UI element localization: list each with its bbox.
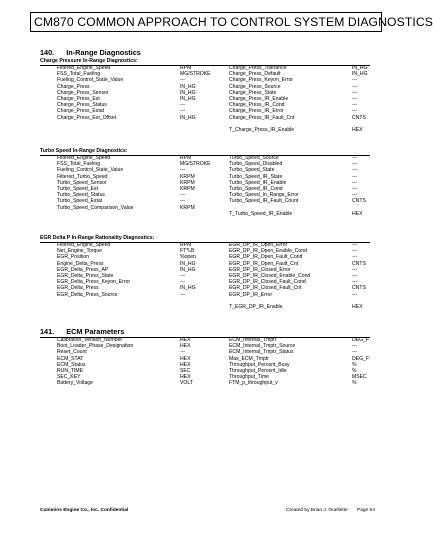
- parameter-unit: ---: [180, 272, 186, 279]
- parameter-unit: %: [352, 380, 357, 387]
- parameter-unit: DEG_F: [352, 337, 369, 343]
- parameter-name: Engine_Delta_Press: [57, 260, 104, 267]
- parameter-name: Charge_Press: [57, 83, 90, 90]
- parameter-unit: ---: [352, 179, 358, 186]
- parameter-name: SEC_KEY: [57, 374, 81, 381]
- parameter-unit: RPM: [180, 65, 192, 71]
- parameter-name: Filtered_Engine_Speed: [57, 65, 111, 71]
- parameter-name: Charge_Press_Est_Offset: [57, 114, 117, 121]
- parameter-unit: ---: [180, 349, 186, 356]
- section-title: In-Range Diagnostics: [66, 48, 141, 57]
- parameter-unit: %open: [180, 254, 196, 261]
- parameter-name: FSS_Total_Fueling: [57, 161, 101, 168]
- parameter-unit: ---: [352, 77, 358, 84]
- parameter-unit: IN_HG: [180, 83, 196, 90]
- parameter-name: Turbo_Speed_Source: [229, 155, 279, 161]
- parameter-name: Throughput_Percent_Idle: [229, 367, 287, 374]
- parameter-unit: ---: [352, 167, 358, 174]
- parameter-name: Charge_Press_State: [229, 89, 277, 96]
- parameter-name: Fueling_Control_State_Value: [57, 167, 124, 174]
- parameter-unit: %: [352, 367, 357, 374]
- parameter-name: Charge_Press_Status: [57, 102, 107, 109]
- parameter-name: EGR_DP_IR_Open_Fault_Cnt: [229, 260, 299, 267]
- parameter-name: Turbo_Speed_In_Range_Error: [229, 192, 299, 199]
- parameter-name: Turbo_Speed_IR_Fault_Count: [229, 198, 299, 205]
- parameter-name: EGR_DP_IR_Closed_Error: [229, 266, 291, 273]
- parameter-unit: ---: [180, 167, 186, 174]
- parameter-name: ECM_Internal_Tmptr: [229, 337, 277, 343]
- parameter-name: Throughput_Time: [229, 374, 270, 381]
- parameter-unit: ---: [180, 77, 186, 84]
- parameter-name: Charge_Press_Source: [229, 83, 281, 90]
- section-141-heading: [40, 327, 124, 336]
- parameter-name: Turbo_Speed_Est: [57, 185, 98, 192]
- parameter-name: Turbo_Speed_Estat: [57, 198, 103, 205]
- subsection-title-turbo-speed: Turbo Speed In-Range Diagnostics:: [40, 148, 128, 154]
- subsection-title-egr-delta-p: EGR Delta P In-Range Rationality Diagnostics:: [40, 235, 155, 241]
- section-number: 141.: [40, 327, 55, 336]
- parameter-name: EGR_DP_IR_Closed_Enable_Cond: [229, 272, 311, 279]
- parameter-name: ECM_Internal_Tmptr_Source: [229, 343, 296, 350]
- parameter-name: EGR_Delta_Press_State: [57, 272, 114, 279]
- parameter-unit: MG/STROKE: [180, 71, 211, 78]
- table-row: [0, 127, 416, 133]
- turbo-speed-table: [0, 155, 416, 217]
- parameter-name: Charge_Press_IR_Enable: [229, 95, 289, 102]
- parameter-unit: KRPM: [180, 179, 195, 186]
- parameter-name: Turbo_Speed_State: [229, 167, 275, 174]
- parameter-unit: ---: [352, 272, 358, 279]
- parameter-unit: ---: [352, 192, 358, 199]
- parameter-name: Turbo_Speed_Disabled: [229, 161, 283, 168]
- parameter-unit: IN_HG: [180, 89, 196, 96]
- parameter-unit: HEX: [352, 210, 363, 217]
- parameter-unit: ---: [180, 102, 186, 109]
- parameter-unit: KRPM: [180, 185, 195, 192]
- parameter-unit: ---: [352, 185, 358, 192]
- parameter-unit: KRPM: [180, 204, 195, 211]
- parameter-name: EGR_Delta_Press_AP: [57, 266, 109, 273]
- parameter-unit: RPM: [180, 242, 192, 248]
- parameter-unit: FT*LB: [180, 248, 195, 255]
- parameter-unit: IN_HG: [180, 114, 196, 121]
- parameter-unit: ---: [180, 192, 186, 199]
- parameter-unit: HEX: [352, 303, 363, 310]
- parameter-name: Reset_Count: [57, 349, 87, 356]
- parameter-unit: ---: [180, 198, 186, 205]
- parameter-name: EGR_DP_IR_Open_Error: [229, 242, 288, 248]
- footer-page-number: Page 54: [357, 508, 375, 513]
- parameter-unit: ---: [180, 108, 186, 115]
- footer-author: Created by Brian J. Ouellette: [286, 508, 348, 513]
- parameter-name: Charge_Press_Estat: [57, 108, 105, 115]
- parameter-unit: %: [352, 361, 357, 368]
- parameter-name: Charge_Press_Tolerance: [229, 65, 287, 71]
- table-row: [0, 380, 416, 386]
- parameter-name: Charge_Press_Sensor: [57, 89, 109, 96]
- parameter-name: Charge_Press_Keyon_Error: [229, 77, 293, 84]
- parameter-name: Turbo_Speed_IR_Enable: [229, 179, 287, 186]
- parameter-unit: ---: [352, 343, 358, 350]
- parameter-name: Charge_Press_Default: [229, 71, 281, 78]
- parameter-unit: ---: [352, 291, 358, 298]
- section-140-heading: [40, 48, 141, 57]
- parameter-unit: HEX: [180, 361, 191, 368]
- parameter-name: Boot_Loader_Phase_Designation: [57, 343, 134, 350]
- parameter-unit: ---: [352, 242, 358, 248]
- parameter-name: T_EGR_DP_IR_Enable: [229, 303, 283, 310]
- parameter-name: EGR_DP_IR_Error: [229, 291, 273, 298]
- subsection-title-charge-pressure: Charge Pressure In-Range Diagnostics:: [40, 58, 138, 64]
- parameter-name: EGR_DP_IR_Open_Enable_Cond: [229, 248, 307, 255]
- parameter-unit: IN_HG: [352, 65, 368, 71]
- footer-company: Cummins Engine Co., Inc. Confidential: [40, 508, 129, 513]
- document-header: [30, 12, 433, 32]
- parameter-name: T_Turbo_Speed_IR_Enable: [229, 210, 293, 217]
- section-title: ECM Parameters: [66, 327, 125, 336]
- page-footer: [0, 508, 416, 516]
- parameter-name: Battery_Voltage: [57, 380, 93, 387]
- parameter-unit: ---: [352, 155, 358, 161]
- parameter-unit: KRPM: [180, 173, 195, 180]
- parameter-name: FSS_Total_Fueling: [57, 71, 101, 78]
- parameter-unit: ---: [352, 161, 358, 168]
- parameter-name: ECM_Status: [57, 361, 86, 368]
- parameter-name: Calibration_Version_Number: [57, 337, 123, 343]
- parameter-unit: ---: [352, 349, 358, 356]
- parameter-name: Turbo_Speed_Status: [57, 192, 105, 199]
- parameter-unit: MG/STROKE: [180, 161, 211, 168]
- parameter-unit: IN_HG: [180, 260, 196, 267]
- egr-delta-p-table: [0, 242, 416, 310]
- parameter-name: Turbo_Speed_Sensor: [57, 179, 107, 186]
- charge-pressure-table: [0, 65, 416, 133]
- parameter-unit: DEG_F: [352, 355, 369, 362]
- parameter-unit: HEX: [352, 126, 363, 133]
- parameter-name: Filtered_Turbo_Speed: [57, 173, 108, 180]
- parameter-unit: ---: [352, 254, 358, 261]
- parameter-name: T_Charge_Press_IR_Enable: [229, 126, 295, 133]
- parameter-name: Filtered_Engine_Speed: [57, 242, 111, 248]
- parameter-name: EGR_DP_IR_Open_Fault_Cond: [229, 254, 303, 261]
- parameter-unit: HEX: [180, 374, 191, 381]
- parameter-unit: IN_HG: [180, 266, 196, 273]
- parameter-unit: CNTS: [352, 198, 366, 205]
- document-title: CM870 COMMON APPROACH TO CONTROL SYSTEM DIAGNOSTICS: [34, 15, 433, 29]
- parameter-name: FTM_p_throughput_v: [229, 380, 278, 387]
- parameter-name: Throughput_Percent_Busy: [229, 361, 290, 368]
- parameter-name: Net_Engine_Torque: [57, 248, 103, 255]
- section-number: 140.: [40, 48, 55, 57]
- parameter-unit: CNTS: [352, 285, 366, 292]
- parameter-unit: IN_HG: [180, 285, 196, 292]
- parameter-name: EGR_Delta_Press_Source: [57, 291, 118, 298]
- parameter-unit: HEX: [180, 337, 191, 343]
- parameter-unit: ---: [352, 266, 358, 273]
- parameter-unit: SEC: [180, 367, 191, 374]
- parameter-name: Turbo_Speed_IR_State: [229, 173, 283, 180]
- parameter-name: ECM_Internal_Tmptr_Status: [229, 349, 294, 356]
- ecm-parameters-table: [0, 337, 416, 387]
- parameter-unit: RPM: [180, 155, 192, 161]
- parameter-name: Filtered_Engine_Speed: [57, 155, 111, 161]
- parameter-name: Charge_Press_IR_Error: [229, 108, 284, 115]
- table-row: [0, 211, 416, 217]
- parameter-unit: ---: [352, 95, 358, 102]
- parameter-name: RUN_TIME: [57, 367, 84, 374]
- parameter-unit: ---: [352, 83, 358, 90]
- parameter-name: Turbo_Speed_Comparison_Value: [57, 204, 134, 211]
- parameter-unit: ---: [352, 173, 358, 180]
- parameter-name: Max_ECM_Tmptr: [229, 355, 269, 362]
- parameter-unit: MSEC: [352, 374, 367, 381]
- parameter-name: EGR_Position: [57, 254, 89, 261]
- parameter-unit: ---: [352, 89, 358, 96]
- parameter-name: Fueling_Control_State_Value: [57, 77, 124, 84]
- table-row: [0, 304, 416, 310]
- parameter-unit: ---: [180, 279, 186, 286]
- parameter-unit: HEX: [180, 355, 191, 362]
- parameter-unit: ---: [180, 291, 186, 298]
- parameter-name: EGR_Delta_Press_Keyon_Error: [57, 279, 131, 286]
- parameter-unit: ---: [352, 108, 358, 115]
- parameter-name: EGR_DP_IR_Closed_Fault_Cond: [229, 279, 306, 286]
- parameter-name: ECM_STAT: [57, 355, 84, 362]
- parameter-unit: HEX: [180, 343, 191, 350]
- parameter-name: Charge_Press_IR_Cond: [229, 102, 285, 109]
- parameter-unit: IN_HG: [180, 95, 196, 102]
- parameter-unit: VOLT: [180, 380, 193, 387]
- parameter-name: Charge_Press_Est: [57, 95, 100, 102]
- parameter-unit: CNTS: [352, 260, 366, 267]
- parameter-name: Turbo_Speed_IR_Cond: [229, 185, 283, 192]
- parameter-unit: ---: [352, 102, 358, 109]
- parameter-unit: CNTS: [352, 114, 366, 121]
- parameter-name: EGR_Delta_Press: [57, 285, 99, 292]
- parameter-name: EGR_DP_IR_Closed_Fault_Cnt: [229, 285, 302, 292]
- parameter-unit: IN_HG: [352, 71, 368, 78]
- parameter-unit: ---: [352, 279, 358, 286]
- parameter-name: Charge_Press_IR_Fault_Cnt: [229, 114, 295, 121]
- parameter-unit: ---: [352, 248, 358, 255]
